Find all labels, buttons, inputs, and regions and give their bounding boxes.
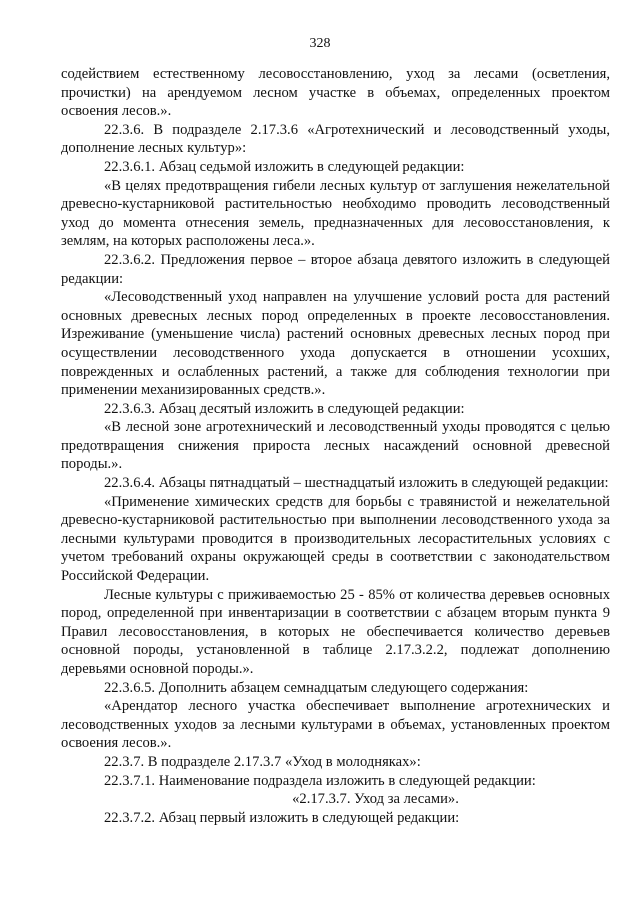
paragraph: 22.3.6.2. Предложения первое – второе абзаца девятого изложить в следующей редакции: — [61, 251, 610, 287]
paragraph: «Арендатор лесного участка обеспечивает выполнение агротехнических и лесоводственных уходов за лесными культурами в объемах, установленных проектом освоения лесов.». — [61, 698, 610, 752]
paragraph: Лесные культуры с приживаемостью 25 - 85% от количества деревьев основных пород, определенной при инвентаризации в соответствии с абзацем вторым пункта 9 Правил лесовосстановления, в которых не обеспечивается количество деревьев основной породы, установленной в таблице 2.17.3.2.2, подлежат дополнению деревьями основной породы.». — [61, 586, 610, 677]
paragraph: 22.3.6.1. Абзац седьмой изложить в следующей редакции: — [104, 158, 465, 175]
paragraph: содействием естественному лесовосстановлению, уход за лесами (осветления, прочистки) на арендуемом лесном участке в объемах, определенных проектом освоения лесов.». — [61, 66, 610, 120]
paragraph: «В целях предотвращения гибели лесных культур от заглушения нежелательной древесно-кустарниковой растительностью необходимо проводить лесоводственный уход до момента отнесения земель, предназначенных для лесовосстановления, к землям, на которых расположены леса.». — [61, 177, 610, 250]
paragraph: 22.3.6. В подразделе 2.17.3.6 «Агротехнический и лесоводственный уходы, дополнение лесных культур»: — [61, 121, 610, 157]
paragraph: 22.3.7. В подразделе 2.17.3.7 «Уход в молодняках»: — [104, 753, 421, 770]
paragraph: «Лесоводственный уход направлен на улучшение условий роста для растений основных древесных лесных пород определенных в проекте лесовосстановления. Изреживание (уменьшение числа) растений основных древесных лесных пород при осуществлении лесоводственного ухода допускается в отношении усохших, поврежденных и ослабленных растений, а также для соблюдения технологии при применении механизированных средств.». — [61, 289, 610, 399]
paragraph: «Применение химических средств для борьбы с травянистой и нежелательной древесно-кустарниковой растительностью при выполнении лесоводственного ухода за лесными культурами проводится в производительных лесорастительных условиях с учетом требований охраны окружающей среды в соответствии с законодательством Российской Федерации. — [61, 493, 610, 585]
paragraph: 22.3.7.2. Абзац первый изложить в следующей редакции: — [104, 809, 460, 826]
paragraph: 22.3.6.4. Абзацы пятнадцатый – шестнадцатый изложить в следующей редакции: — [104, 475, 609, 492]
page-number: 328 — [309, 36, 331, 51]
paragraph: 22.3.6.5. Дополнить абзацем семнадцатым следующего содержания: — [104, 679, 529, 696]
paragraph: 22.3.7.1. Наименование подраздела изложить в следующей редакции: — [104, 772, 536, 789]
document-body — [61, 65, 610, 827]
paragraph: 22.3.6.3. Абзац десятый изложить в следующей редакции: — [104, 400, 465, 417]
section-heading: «2.17.3.7. Уход за лесами». — [292, 791, 459, 808]
paragraph: «В лесной зоне агротехнический и лесоводственный уходы проводятся с целью предотвращения снижения прироста лесных насаждений основной древесной породы.». — [61, 419, 610, 473]
